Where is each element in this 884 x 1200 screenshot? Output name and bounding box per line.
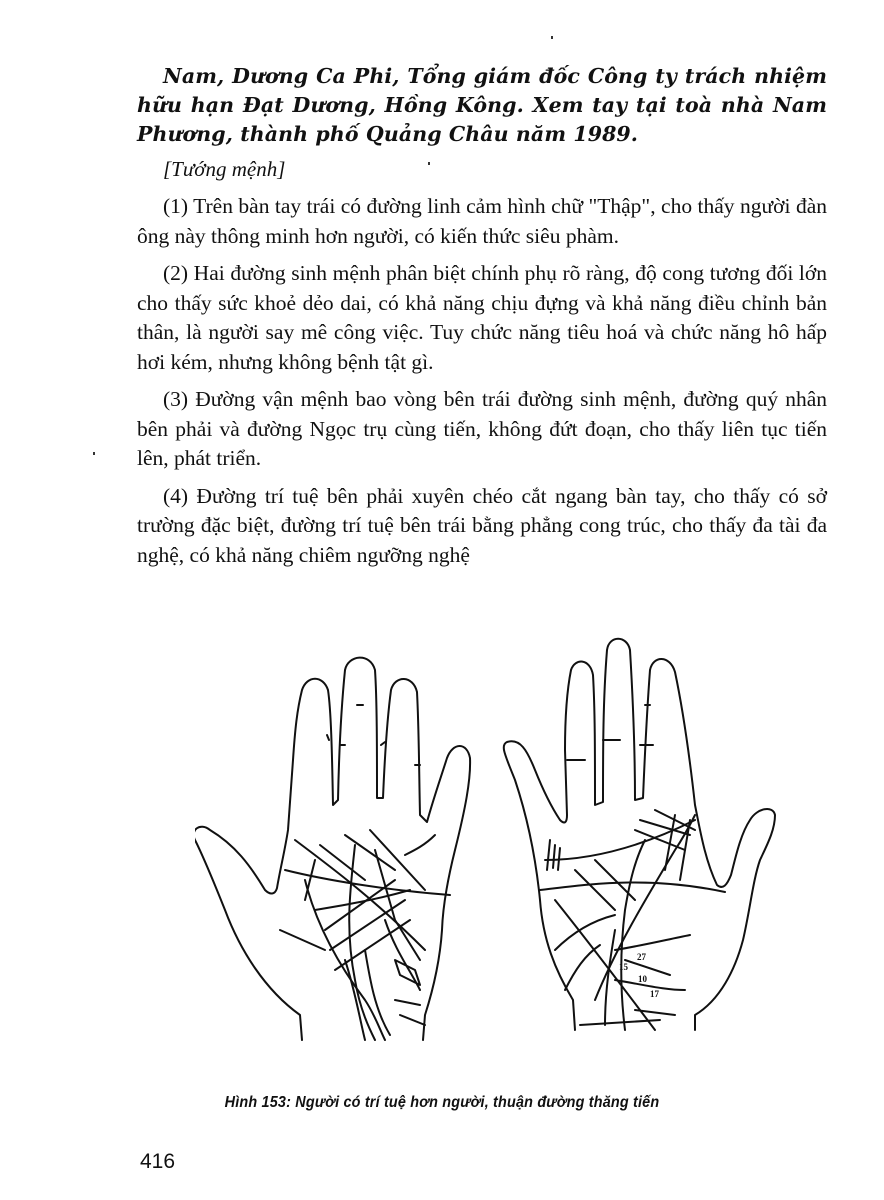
label-27: 27 [637, 952, 646, 962]
intro-paragraph: Nam, Dương Ca Phi, Tổng giám đốc Công ty trách nhiệm hữu hạn Đạt Dương, Hồng Kông. Xem tay tại toà nhà Nam Phương, thành phố Quảng Châu năm 1989. [137, 64, 827, 146]
left-palm-drawing [195, 658, 470, 1040]
scan-speck [93, 452, 95, 455]
label-17: 17 [650, 989, 659, 999]
body-text [137, 62, 827, 570]
palm-figure [195, 630, 805, 1075]
paragraph-2: (2) Hai đường sinh mệnh phân biệt chính phụ rõ ràng, độ cong tương đối lớn cho thấy sức khoẻ dẻo dai, có khả năng chịu đựng và khả năng điều chỉnh bản thân, là người say mê công việc. Tuy chức năng tiêu hoá và chức năng hô hấp hơi kém, nhưng không bệnh tật gì. [137, 261, 827, 374]
paragraph-4: (4) Đường trí tuệ bên phải xuyên chéo cắt ngang bàn tay, cho thấy có sở trường đặc biệt, đường trí tuệ bên trái bằng phẳng cong trúc, cho thấy đa tài đa nghệ, có khả năng chiêm ngưỡng nghệ [137, 483, 827, 567]
section-label: [Tướng mệnh] [163, 157, 286, 181]
figure-caption: Hình 153: Người có trí tuệ hơn người, thuận đường thăng tiến [224, 1094, 660, 1111]
paragraph-3: (3) Đường vận mệnh bao vòng bên trái đường sinh mệnh, đường quý nhân bên phải và đường Ngọc trụ cùng tiến, không đứt đoạn, cho thấy liên tục tiến lên, phát triển. [137, 387, 827, 470]
scan-speck [551, 36, 553, 39]
label-15: 15 [619, 962, 628, 972]
right-palm-drawing [504, 639, 775, 1030]
label-10: 10 [638, 974, 647, 984]
paragraph-1: (1) Trên bàn tay trái có đường linh cảm hình chữ "Thập", cho thấy người đàn ông này thông minh hơn người, có kiến thức siêu phàm. [137, 194, 827, 248]
page-number: 416 [140, 1150, 176, 1173]
